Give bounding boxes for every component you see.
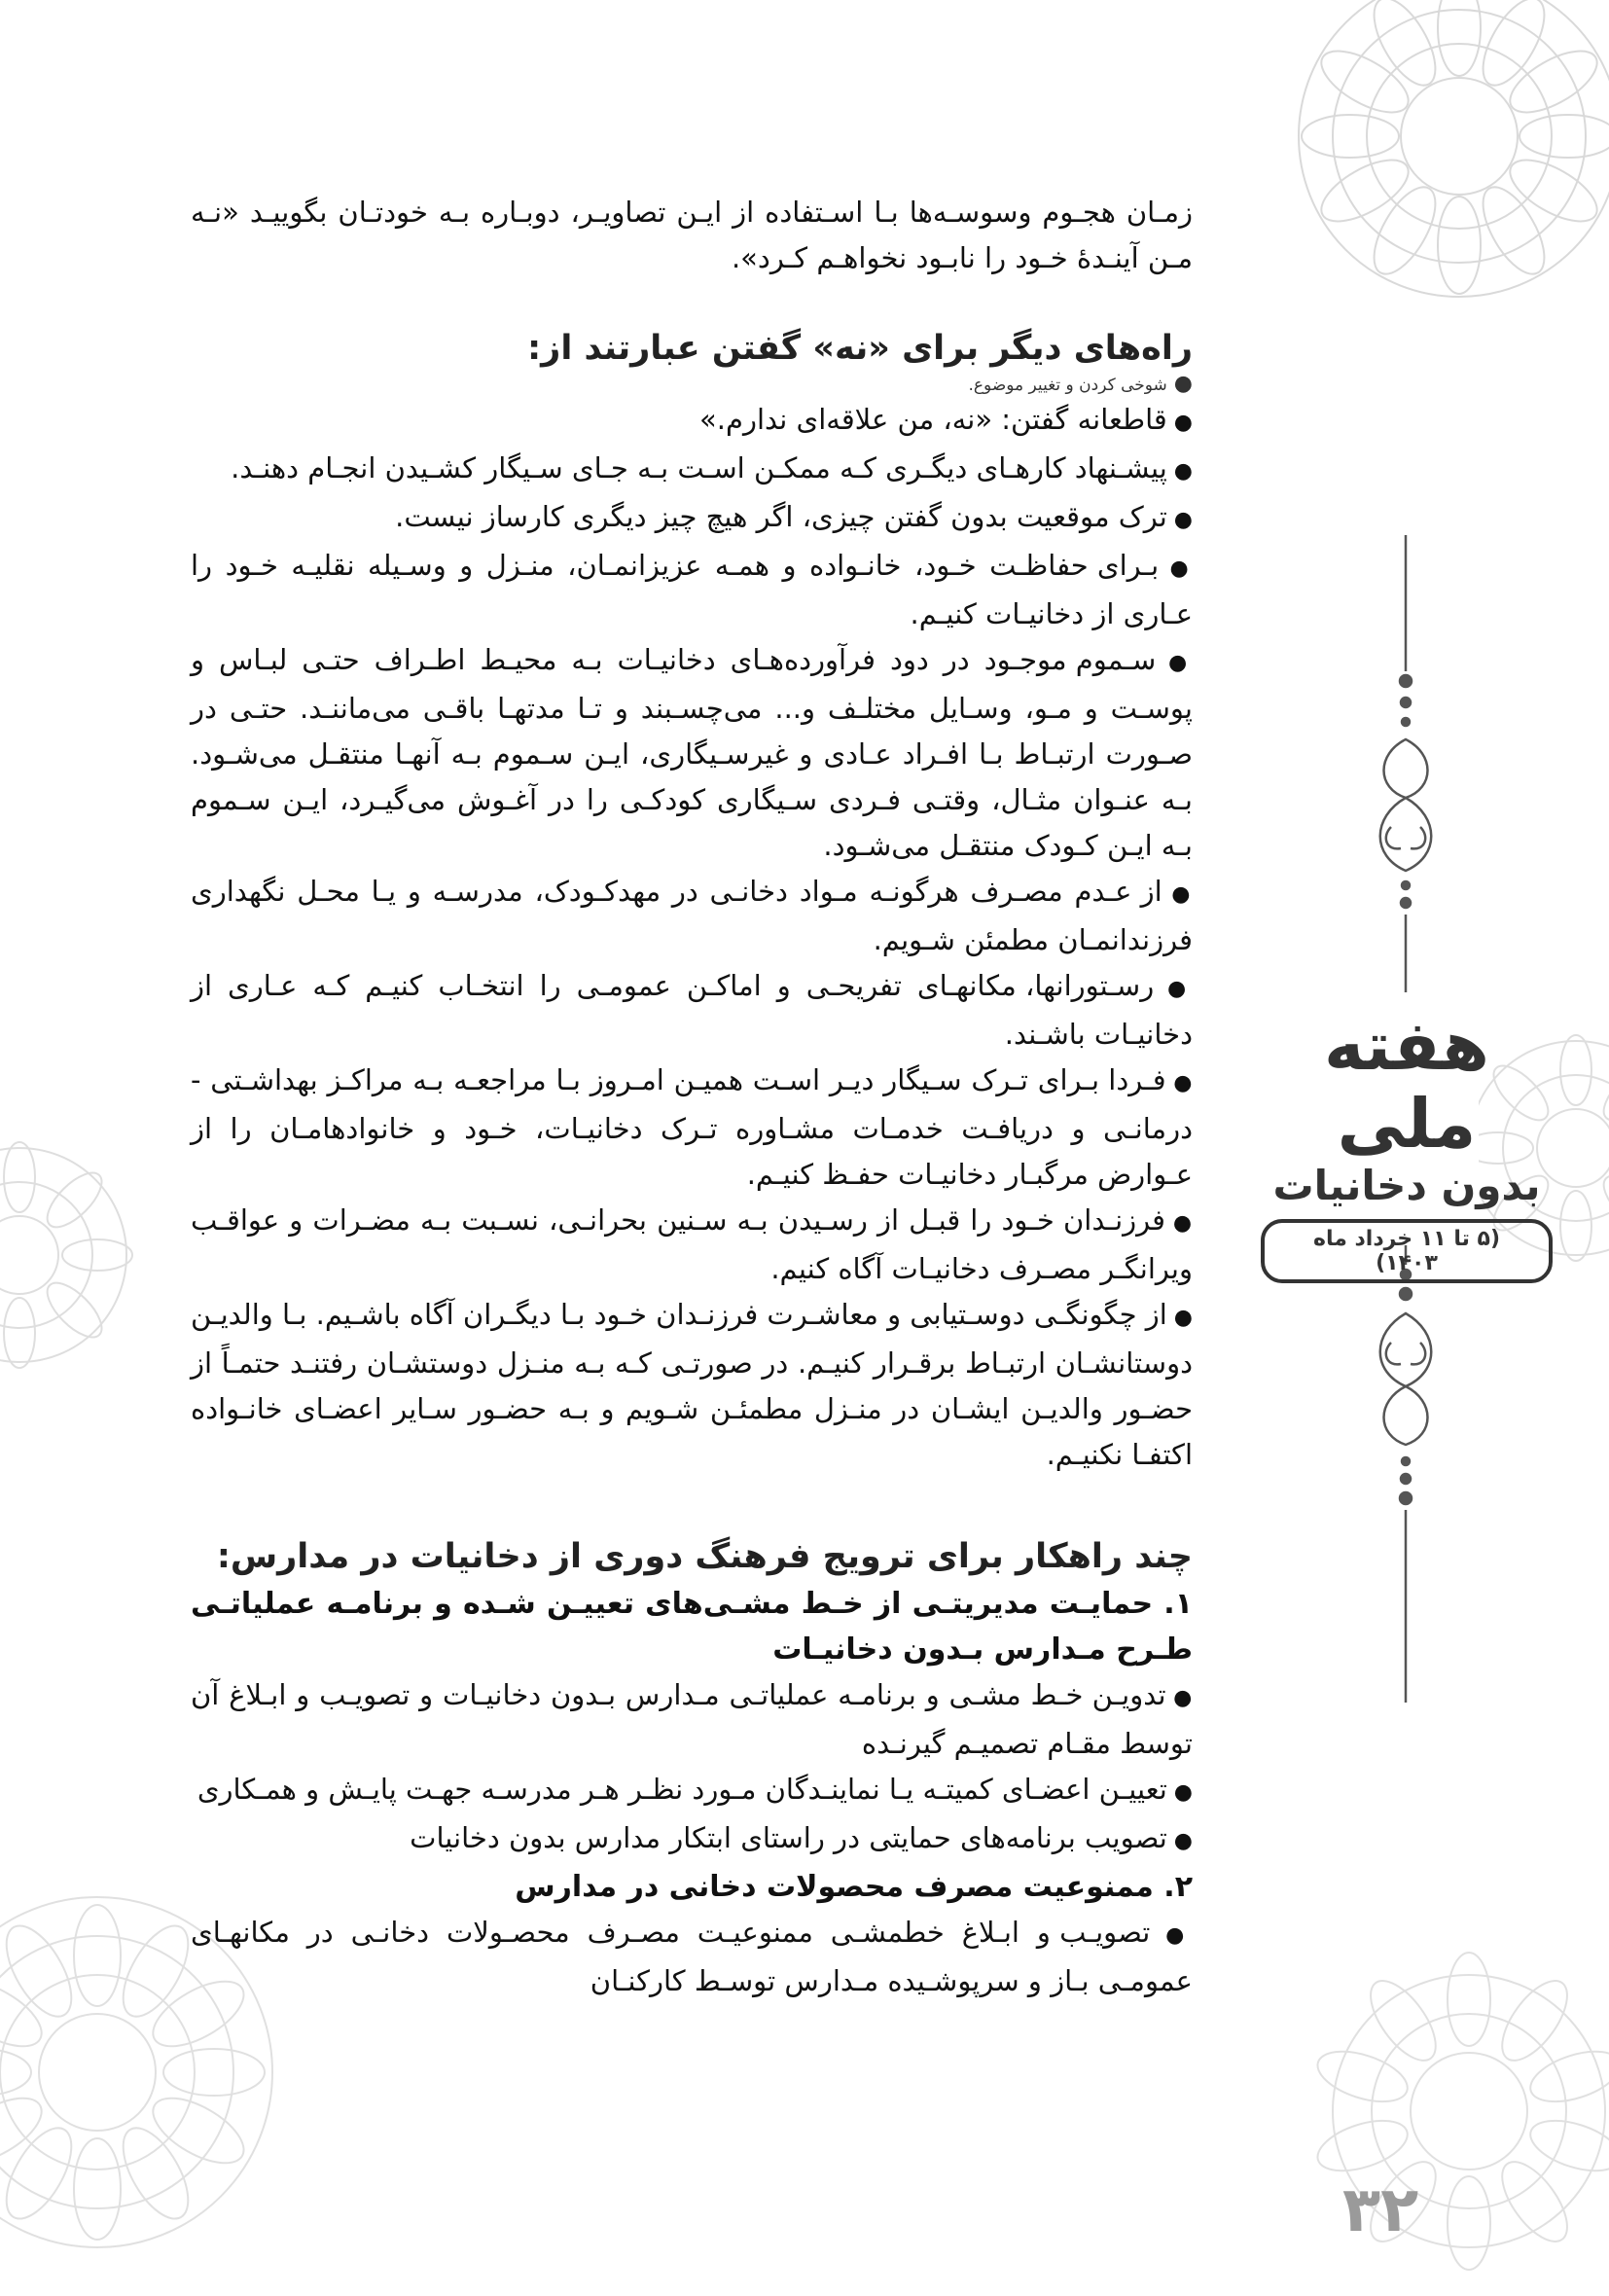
subheading-management-support: ۱. حمایـت مدیریتـی از خـط مشـی‌های تعییـن شـده و برنامـه عملیاتـی طـرح مـدارس بـدون دخانیـات (191, 1581, 1193, 1672)
list-item: ● بـرای حفاظـت خـود، خانـواده و همـه عزیزانمـان، منـزل و وسـیله نقلیـه خـود را عـاری از دخانیـات کنیـم. (191, 543, 1193, 637)
list-item: ● ترک موقعیت بدون گفتن چیزی، اگر هیچ چیز دیگری کارساز نیست. (191, 494, 1193, 543)
logo-date: (۵ تا ۱۱ خرداد ماه ۱۴۰۳) (1261, 1219, 1553, 1283)
logo-title: هفته ملی (1261, 1007, 1553, 1163)
list-item: ● پیشـنهاد کارهـای دیگـری کـه ممکـن اسـت بـه جـای سـیگار کشـیدن انجـام دهنـد. (191, 446, 1193, 494)
list-item: ● تدویـن خـط مشـی و برنامـه عملیاتـی مـدارس بـدون دخانیـات و تصویـب و ابـلاغ آن توسط مقـام تصمیـم گیرنـده (191, 1672, 1193, 1767)
lead-paragraph: زمـان هجـوم وسوسـه‌ها بـا اسـتفاده از ایـن تصاویـر، دوبـاره بـه خودتـان بگوییـد «نـه مـن آینـدهٔ خـود را نابـود نخواهـم کـرد». (191, 190, 1193, 281)
note-joke-change-topic: ● شوخی کردن و تغییر موضوع. (191, 373, 1193, 397)
list-item: ● قاطعانه گفتن: «نه، من علاقه‌ای ندارم.» (191, 397, 1193, 446)
page-number: ۳۲ (1342, 2174, 1418, 2246)
list-item: ● تصویب برنامه‌های حمایتی در راستای ابتکار مدارس بدون دخانیات (191, 1815, 1193, 1864)
list-item: ● سـموم موجـود در دود فرآورده‌هـای دخانیـات بـه محیـط اطـراف حتـی لبـاس و پوسـت و مـو، وسـایل مختلـف و... می‌چسـبند و تـا مدتهـا باقـی می‌ماننـد. حتـی در صـورت ارتبـاط بـا افـراد عـادی و غیرسـیگاری، ایـن سـموم بـه آنهـا منتقـل می‌شـود. بـه عنـوان مثـال، وقتـی فـردی سـیگاری کودکـی را در آغـوش می‌گیـرد، ایـن سـموم بـه ایـن کـودک منتقـل می‌شـود. (191, 637, 1193, 869)
bottom-right-mandala-ornament (1294, 1926, 1609, 2296)
top-right-mandala-ornament (1274, 0, 1609, 311)
subheading-ban-in-schools: ۲. ممنوعیت مصرف محصولات دخانی در مدارس (191, 1864, 1193, 1910)
main-text (191, 190, 1193, 2004)
sidebar-lower-ornament (1362, 1245, 1449, 1703)
list-item: ● از عـدم مصـرف هرگونـه مـواد دخانـی در مهدکـودک، مدرسـه و یـا محـل نگهداری فرزندانمـان مطمئن شـویم. (191, 869, 1193, 963)
list-item: ● فـردا بـرای تـرک سـیگار دیـر اسـت همیـن امـروز بـا مراجعـه بـه مراکـز بهداشـتی - درمانـی و دریافـت خدمـات مشـاوره تـرک دخانیـات، خـود و خانوادهامـان را از عـوارض مرگبـار دخانیـات حفـظ کنیـم. (191, 1058, 1193, 1198)
list-item: ● تعییـن اعضـای کمیتـه یـا نماینـدگان مـورد نظـر هـر مدرسـه جهـت پایـش و همـکاری (191, 1767, 1193, 1815)
section-heading-ways-to-say-no: راه‌های دیگر برای «نه» گفتن عبارتند از: (191, 324, 1193, 373)
national-week-logo (1261, 1007, 1553, 1240)
logo-subtitle: بدون دخانیات (1261, 1163, 1553, 1209)
left-middle-mandala-ornament (0, 1119, 146, 1391)
sidebar-upper-ornament (1362, 535, 1449, 992)
list-item: ● فرزنـدان خـود را قبـل از رسـیدن بـه سـنین بحرانـی، نسـبت بـه مضـرات و عواقـب ویرانگـر مصـرف دخانیـات آگاه کنیم. (191, 1198, 1193, 1292)
list-item: ● رسـتورانها، مکانهـای تفریحـی و اماکـن عمومـی را انتخـاب کنیـم کـه عـاری از دخانیـات باشـند. (191, 963, 1193, 1058)
list-item: ● از چگونگـی دوسـتیابی و معاشـرت فرزنـدان خـود بـا دیگـران آگاه باشـیم. بـا والدیـن دوستانشـان ارتبـاط برقـرار کنیـم. در صورتـی کـه بـه منـزل دوستشـان رفتنـد حتمـاً از حضـور والدیـن ایشـان در منـزل مطمئـن شـویم و بـه حضـور سـایر اعضـای خانـواده اکتفـا نکنیـم. (191, 1292, 1193, 1478)
section-heading-school-strategies: چند راهکار برای ترویج فرهنگ دوری از دخانیات در مدارس: (191, 1532, 1193, 1581)
list-item: ● تصویـب و ابـلاغ خطمشـی ممنوعیـت مصـرف محصـولات دخانـی در مکانهـای عمومـی بـاز و سرپوشـیده مـدارس توسـط کارکنـان (191, 1910, 1193, 2004)
